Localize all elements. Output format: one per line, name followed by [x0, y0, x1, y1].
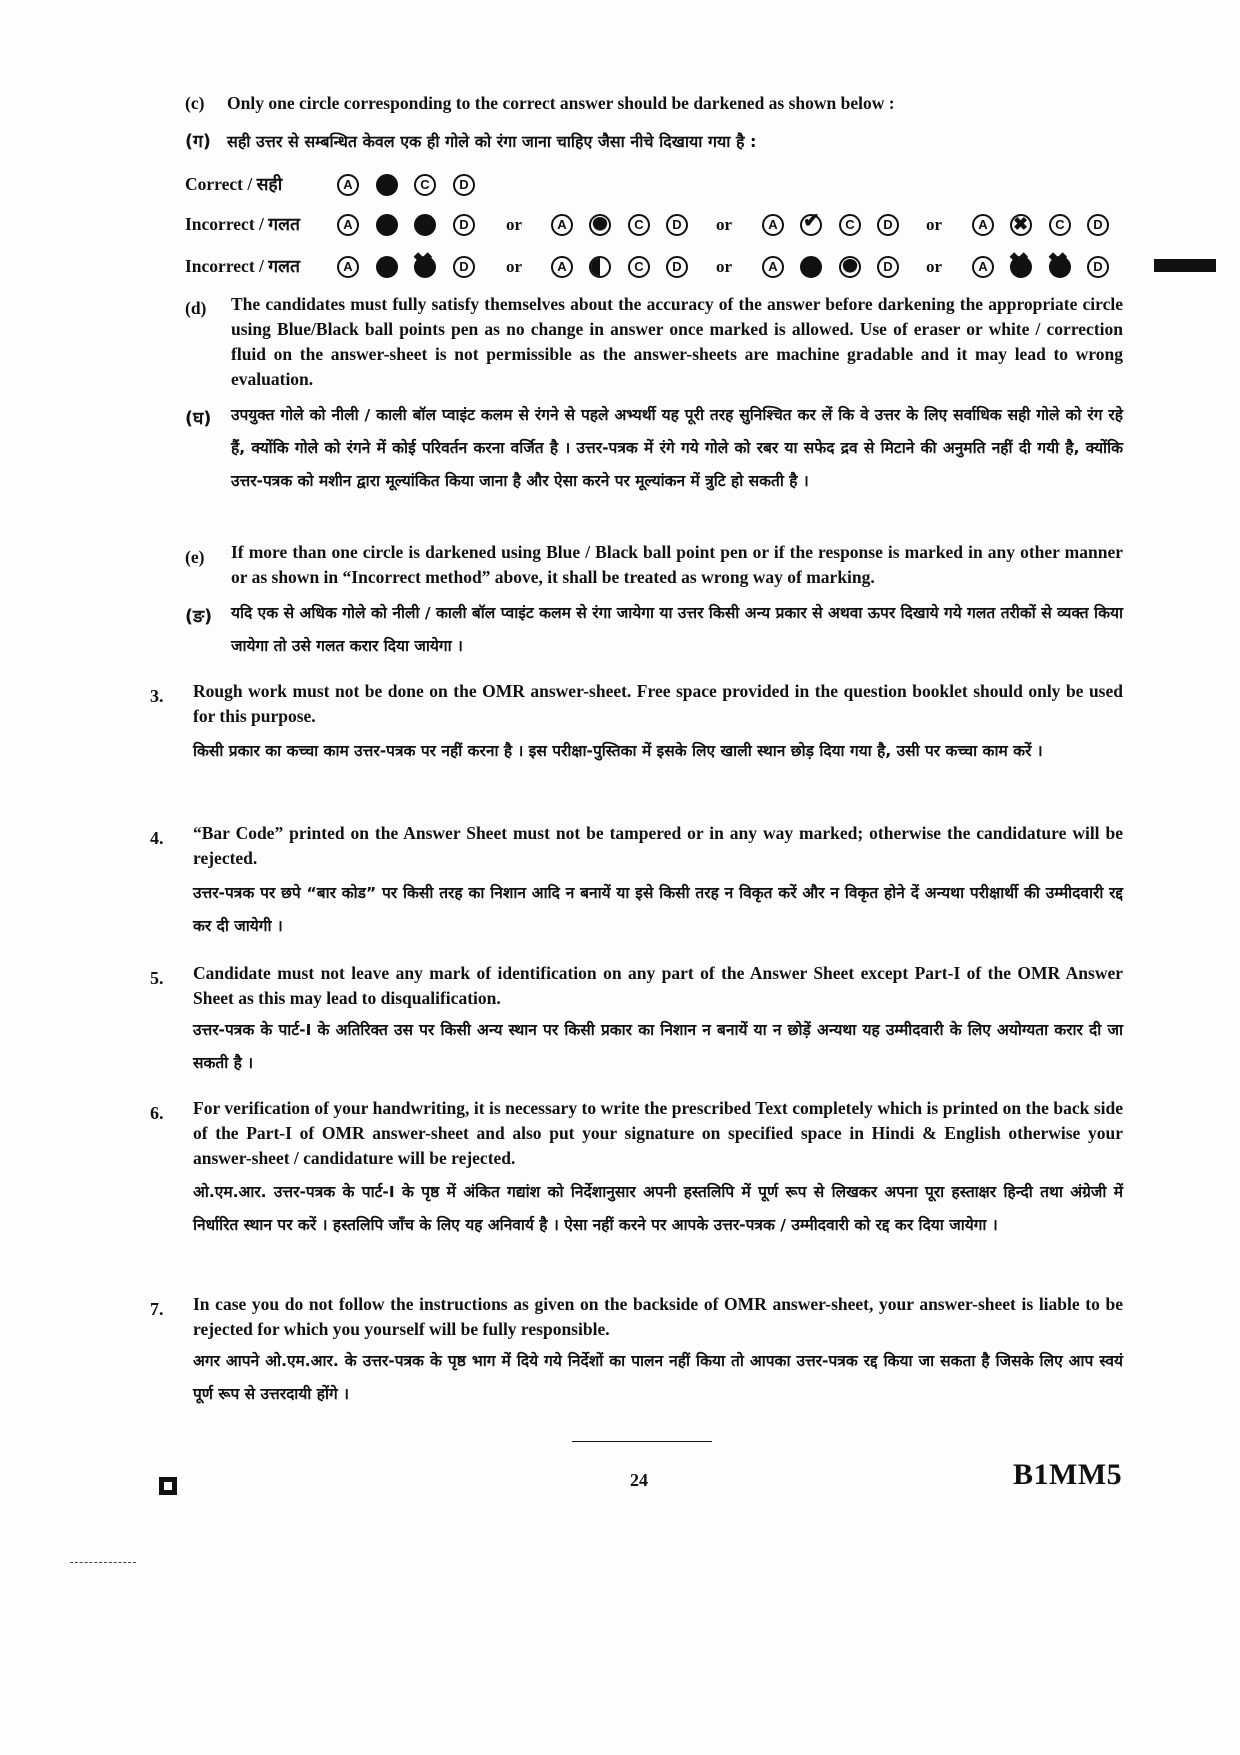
- bubble-a: A: [337, 256, 359, 278]
- bubble-b-tick: [800, 214, 822, 236]
- bubble-b-filled: [800, 256, 822, 278]
- item-c-marker: (c): [185, 93, 205, 113]
- bubble-a: A: [337, 174, 359, 196]
- bubble-c-partial: [839, 256, 861, 278]
- instruction-3-text: Rough work must not be done on the OMR answer-sheet. Free space provided in the question booklet should only be used for this purpose.: [193, 681, 1123, 726]
- item-c-marker-hi: (ग): [185, 132, 211, 152]
- bubble-b-partial: [589, 214, 611, 236]
- bubble-c: C: [628, 256, 650, 278]
- bubble-c: C: [628, 214, 650, 236]
- timing-mark-bar: [1154, 259, 1216, 272]
- or-label: or: [926, 257, 943, 276]
- instruction-4-text: [193, 821, 1123, 871]
- bubble-d: D: [453, 214, 475, 236]
- bar-code-term-hi: “बार कोड”: [306, 884, 377, 902]
- bubble-b-filled: [376, 174, 398, 196]
- correct-label: Correct / सही: [185, 174, 283, 194]
- bubble-a: A: [762, 214, 784, 236]
- bubble-d: D: [453, 174, 475, 196]
- instruction-4-hi-rest: पर किसी तरह का निशान आदि न बनायें या इसे किसी तरह न विकृत करें और न विकृत होने दें अन्यथा परीक्षार्थी की उम्मीदवारी रद्द कर दी जायेगी ।: [193, 884, 1123, 935]
- bubble-c-cross-filled: [414, 256, 436, 278]
- bubble-b-filled: [376, 256, 398, 278]
- item-d-text-hi: उपयुक्त गोले को नीली / काली बॉल प्वाइंट कलम से रंगने से पहले अभ्यर्थी यह पूरी तरह सुनिश्चित कर लें कि वे उत्तर के लिए सर्वाधिक सही गोले को रंग रहे हैं, क्योंकि गोले को रंगने में कोई परिवर्तन करना वर्जित है । उत्तर-पत्रक में रंगे गये गोले को रबर या सफेद द्रव से मिटाने की अनुमति नहीं दी गयी है, क्योंकि उत्तर-पत्रक को मशीन द्वारा मूल्यांकित किया जाना है और ऐसा करने पर मूल्यांकन में त्रुटि हो सकती है ।: [231, 406, 1123, 490]
- bubble-a: A: [762, 256, 784, 278]
- bubble-c-filled: [414, 214, 436, 236]
- instruction-5-number: 5.: [150, 968, 164, 988]
- bubble-d: D: [666, 256, 688, 278]
- instruction-4-text-hi: [193, 877, 1123, 943]
- scan-artifact-line: [70, 1562, 136, 1563]
- instruction-7-number: 7.: [150, 1299, 164, 1319]
- bubble-c: C: [839, 214, 861, 236]
- bubble-d: D: [877, 256, 899, 278]
- item-e-marker: (e): [185, 547, 205, 567]
- page-number: 24: [630, 1470, 648, 1490]
- or-label: or: [716, 257, 733, 276]
- footer-divider: [572, 1441, 712, 1442]
- bubble-d: D: [453, 256, 475, 278]
- instruction-4-rest: printed on the Answer Sheet must not be tampered or in any way marked; otherwise the candidature will be rejected.: [193, 823, 1123, 868]
- instruction-4-hi-pre: उत्तर-पत्रक पर छपे: [193, 884, 307, 902]
- registration-square-mark: [159, 1477, 177, 1495]
- instruction-5-text: Candidate must not leave any mark of identification on any part of the Answer Sheet except Part-I of the OMR Answer Sheet as this may lead to disqualification.: [193, 963, 1123, 1008]
- instruction-7-text: In case you do not follow the instructions as given on the backside of OMR answer-sheet, your answer-sheet is liable to be rejected for which you yourself will be fully responsible.: [193, 1294, 1123, 1339]
- item-c-text: Only one circle corresponding to the correct answer should be darkened as shown below :: [227, 93, 895, 113]
- bubble-a: A: [972, 256, 994, 278]
- bubble-b-cross-filled: [1010, 256, 1032, 278]
- bubble-b-filled: [376, 214, 398, 236]
- instruction-6-text: For verification of your handwriting, it is necessary to write the prescribed Text completely which is printed on the back side of the Part-I of OMR answer-sheet and also put your signature on specified space in Hindi & English otherwise your answer-sheet / candidature will be rejected.: [193, 1098, 1123, 1168]
- instruction-3-text-hi: किसी प्रकार का कच्चा काम उत्तर-पत्रक पर नहीं करना है । इस परीक्षा-पुस्तिका में इसके लिए खाली स्थान छोड़ दिया गया है, उसी पर कच्चा काम करें ।: [193, 742, 1043, 760]
- bubble-b-half: [589, 256, 611, 278]
- bubble-c: C: [1049, 214, 1071, 236]
- bar-code-term: “Bar Code”: [193, 823, 284, 843]
- or-label: or: [926, 215, 943, 234]
- incorrect-label-2: Incorrect / गलत: [185, 256, 300, 276]
- bubble-c-cross-filled: [1049, 256, 1071, 278]
- bubble-d: D: [666, 214, 688, 236]
- or-label: or: [716, 215, 733, 234]
- item-c-text-hi: सही उत्तर से सम्बन्धित केवल एक ही गोले को रंगा जाना चाहिए जैसा नीचे दिखाया गया है :: [227, 132, 757, 151]
- item-e-text-hi: यदि एक से अधिक गोले को नीली / काली बॉल प्वाइंट कलम से रंगा जायेगा या उत्तर किसी अन्य प्रकार से अथवा ऊपर दिखाये गये गलत तरीकों से व्यक्त किया जायेगा तो उसे गलत करार दिया जायेगा ।: [231, 604, 1123, 655]
- item-d-marker: (d): [185, 298, 207, 318]
- instruction-5-text-hi: उत्तर-पत्रक के पार्ट-I के अतिरिक्त उस पर किसी अन्य स्थान पर किसी प्रकार का निशान न बनायें या न छोड़ें अन्यथा यह उम्मीदवारी के लिए अयोग्यता करार दी जा सकती है ।: [193, 1021, 1123, 1072]
- bubble-b-cross: [1010, 214, 1032, 236]
- instruction-6-text-hi: ओ.एम.आर. उत्तर-पत्रक के पार्ट-I के पृष्ठ में अंकित गद्यांश को निर्देशानुसार अपनी हस्तलिपि में पूर्ण रूप से लिखकर अपना पूरा हस्ताक्षर हिन्दी तथा अंग्रेजी में निर्धारित स्थान पर करें । हस्तलिपि जाँच के लिए यह अनिवार्य है । ऐसा नहीं करने पर आपके उत्तर-पत्रक / उम्मीदवारी को रद्द कर दिया जायेगा ।: [193, 1183, 1123, 1234]
- bubble-a: A: [551, 256, 573, 278]
- bubble-c: C: [414, 174, 436, 196]
- instruction-6-number: 6.: [150, 1103, 164, 1123]
- bubble-a: A: [972, 214, 994, 236]
- incorrect-label-1: Incorrect / गलत: [185, 214, 300, 234]
- item-d-text: The candidates must fully satisfy themselves about the accuracy of the answer before darkening the appropriate circle using Blue/Black ball points pen as no change in answer once marked is allowed. Use of eraser or white / correction fluid on the answer-sheet is not permissible as the answer-sheets are machine gradable and it may lead to wrong evaluation.: [231, 294, 1123, 389]
- bubble-a: A: [337, 214, 359, 236]
- or-label: or: [506, 257, 523, 276]
- bubble-d: D: [1087, 214, 1109, 236]
- or-label: or: [506, 215, 523, 234]
- bubble-d: D: [877, 214, 899, 236]
- bubble-d: D: [1087, 256, 1109, 278]
- item-e-text: If more than one circle is darkened using Blue / Black ball point pen or if the response is marked in any other manner or as shown in “Incorrect method” above, it shall be treated as wrong way of marking.: [231, 542, 1123, 587]
- instruction-7-text-hi: अगर आपने ओ.एम.आर. के उत्तर-पत्रक के पृष्ठ भाग में दिये गये निर्देशों का पालन नहीं किया तो आपका उत्तर-पत्रक रद्द किया जा सकता है जिसके लिए आप स्वयं पूर्ण रूप से उत्तरदायी होंगे ।: [193, 1352, 1123, 1403]
- bubble-a: A: [551, 214, 573, 236]
- instruction-4-number: 4.: [150, 828, 164, 848]
- booklet-code: B1MM5: [1013, 1458, 1123, 1491]
- instruction-3-number: 3.: [150, 686, 164, 706]
- item-d-marker-hi: (घ): [185, 409, 212, 429]
- item-e-marker-hi: (ङ): [185, 607, 213, 627]
